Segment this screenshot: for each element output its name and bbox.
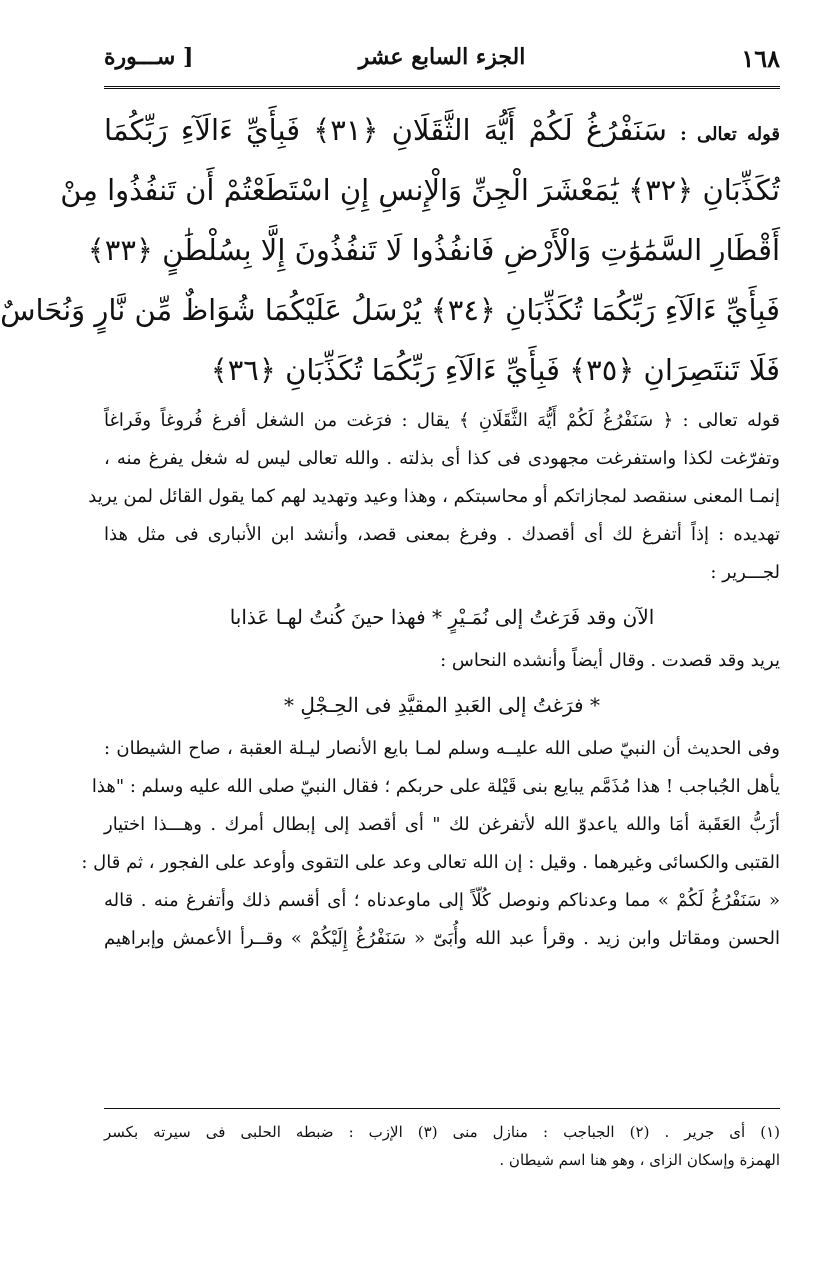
- verse-lead: قوله تعالى :: [680, 124, 780, 145]
- poem-verse: الآن وقد فَرَغتُ إلى نُمَـيْرٍ * فهذا حينَ كُنتُ لهـا عَذابا: [229, 605, 655, 629]
- verse-line: [60, 160, 780, 220]
- page-header: [104, 38, 780, 86]
- verse-line: [104, 100, 780, 160]
- commentary-line: أزَبُّ العَقَبة أمَا والله ياعدوّ الله لأتفرغن لك " أى أقصد إلى إبطال أمرك . وهـــذا اختيار: [104, 814, 780, 835]
- verse-text: سَنَفْرُغُ لَكُمْ أَيُّهَ الثَّقَلَانِ ﴿٣١﴾ فَبِأَيِّ ءَالَآءِ رَبِّكُمَا: [104, 113, 667, 147]
- header-divider: [104, 86, 780, 89]
- commentary-line: تهديده : إذاً أتفرغ لك أى أقصدك . وفرغ بمعنى قصد، وأنشد ابن الأنبارى فى مثل هذا: [104, 524, 780, 545]
- footnote-line: الهمزة وإسكان الزاى ، وهو هنا اسم شيطان .: [499, 1151, 780, 1169]
- verse-line: [104, 340, 780, 400]
- page-number: ١٦٨: [741, 44, 780, 73]
- quran-verses: [0, 100, 780, 400]
- verse-line: [0, 280, 780, 340]
- commentary-line: لجـــرير :: [710, 562, 780, 583]
- verse-text: تُكَذِّبَانِ ﴿٣٢﴾ يَٰمَعْشَرَ الْجِنِّ وَالْإِنسِ إِنِ اسْتَطَعْتُمْ أَن تَنفُذُوا مِنْ: [60, 173, 780, 207]
- commentary-line: وفى الحديث أن النبيّ صلى الله عليــه وسلم لمـا بايع الأنصار ليـلة العقبة ، صاح الشيطان :: [104, 738, 780, 759]
- verse-text: أَقْطَارِ السَّمَٰوَٰتِ وَالْأَرْضِ فَانفُذُوا لَا تَنفُذُونَ إِلَّا بِسُلْطَٰنٍ ﴿٣٣﴾: [87, 233, 780, 267]
- footnotes: [104, 1118, 780, 1174]
- commentary-line: « سَنَفْرُغُ لَكُمْ » مما وعدناكم ونوصل كُلّاً إلى ماوعدناه ؛ أى أقسم ذلك وأتفرغ منه . قاله: [104, 890, 780, 911]
- commentary-line: وتفرّغت لكذا واستفرغت مجهودى فى كذا أى بذلته . والله تعالى ليس له شغل يفرغ منه ،: [104, 448, 780, 469]
- commentary-line: يريد وقد قصدت . وقال أيضاً وأنشده النحاس :: [440, 650, 780, 671]
- commentary-line: إنمـا المعنى سنقصد لمجازاتكم أو محاسبتكم ، وهذا وعيد وتهديد لهم كما يقول القائل لمن يريد: [88, 486, 780, 507]
- running-title: الجزء السابع عشر: [358, 44, 526, 70]
- verse-text: فَلَا تَنتَصِرَانِ ﴿٣٥﴾ فَبِأَيِّ ءَالَآءِ رَبِّكُمَا تُكَذِّبَانِ ﴿٣٦﴾: [210, 353, 780, 387]
- commentary-line: القتبى والكسائى وغيرهما . وقيل : إن الله تعالى وعد على التقوى وأوعد على الفجور ، ثم قال :: [81, 852, 780, 873]
- commentary-line: يأهل الجُباجب ! هذا مُذَمَّم يبايع بنى قَيْلة على حربكم ؛ فقال النبيّ صلى الله عليه وسلم : "هذا: [91, 776, 780, 797]
- commentary: [81, 402, 780, 958]
- footnote-divider: [104, 1108, 780, 1109]
- surah-label: [ ســـورة: [104, 44, 194, 70]
- verse-text: فَبِأَيِّ ءَالَآءِ رَبِّكُمَا تُكَذِّبَانِ ﴿٣٤﴾ يُرْسَلُ عَلَيْكُمَا شُوَاظٌ مِّن نَّارٍ وَنُحَاسٌ: [0, 293, 780, 327]
- commentary-line: الحسن ومقاتل وابن زيد . وقرأ عبد الله وأُبَىّ « سَنَفْرُغُ إِلَيْكُمْ » وقــرأ الأعمش وإبراهيم: [104, 928, 780, 949]
- footnote-line: (١) أى جرير . (٢) الجباجب : منازل منى (٣) الإزب : ضبطه الحلبى فى سيرته بكسر: [104, 1123, 780, 1141]
- commentary-line: قوله تعالى : ﴿ سَنَفْرُغُ لَكُمْ أَيُّهَ الثَّقَلَانِ ﴾ يقال : فرَغت من الشغل أفرغ فُروغاً وفَراغاً: [104, 410, 780, 431]
- verse-line: [87, 220, 780, 280]
- poem-verse: * فرَغتُ إلى العَبدِ المقيَّدِ فى الحِـجْلِ *: [284, 693, 600, 717]
